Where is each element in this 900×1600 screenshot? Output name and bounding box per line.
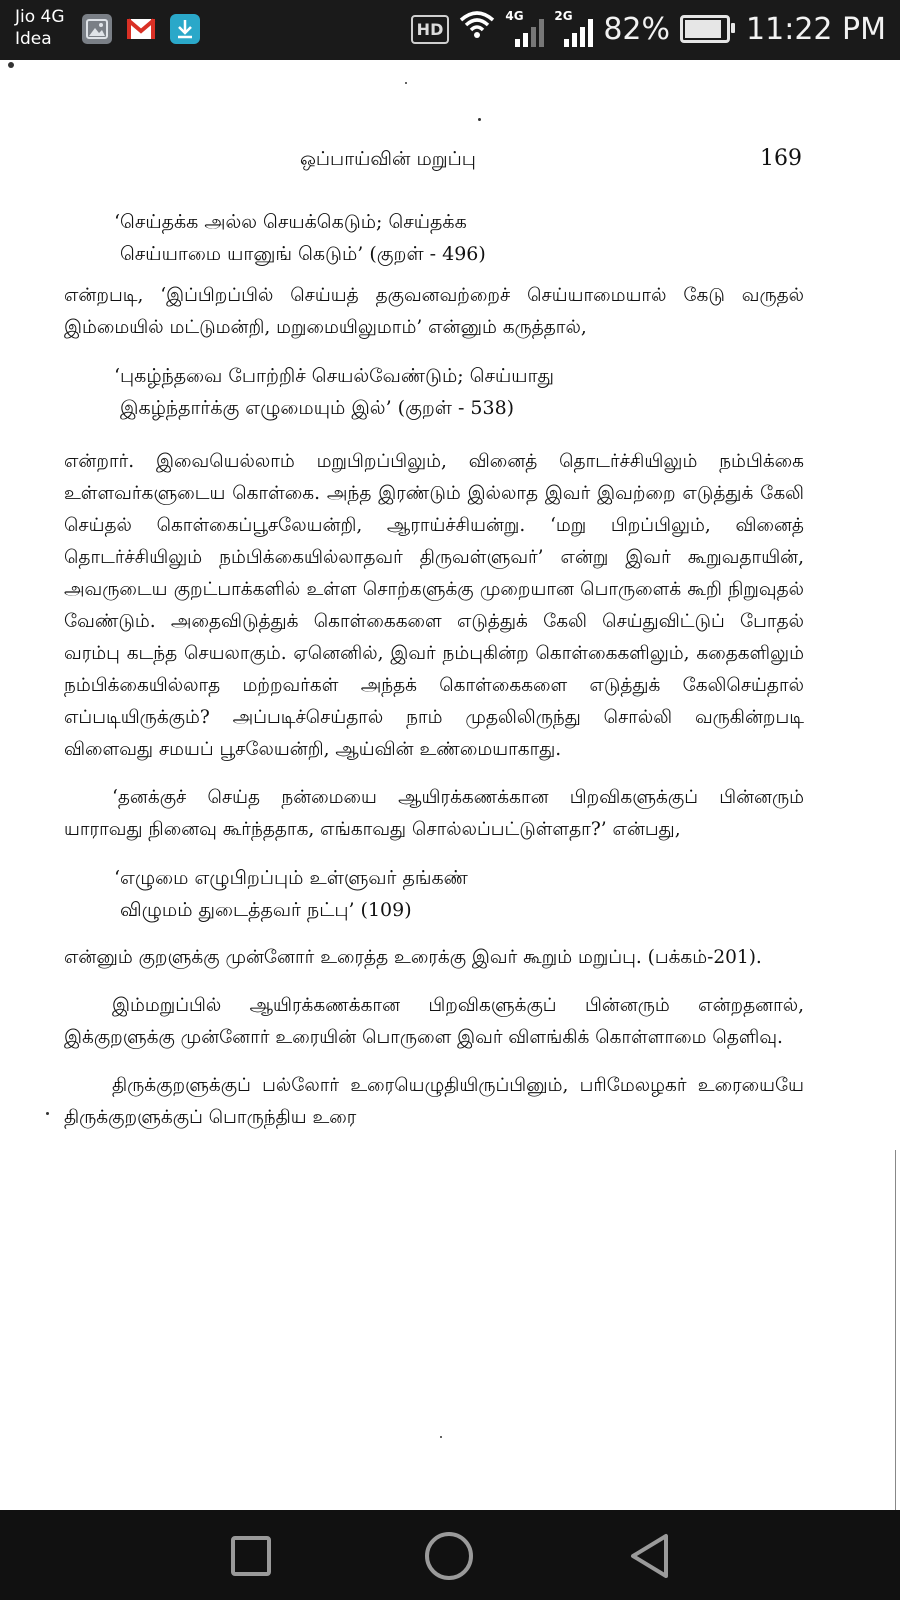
download-icon [170, 14, 200, 44]
wifi-icon [459, 10, 495, 48]
back-button[interactable] [624, 1530, 676, 1582]
quote-line: விழுமம் துடைத்தவர் நட்பு’ (109) [120, 899, 412, 921]
carrier-info [15, 6, 65, 50]
battery-percent: 82% [603, 11, 671, 47]
quote-line: இகழ்ந்தார்க்கு எழுமையும் இல்’ (குறள் - 538) [120, 397, 515, 419]
notification-icons [82, 14, 200, 44]
gallery-icon [82, 14, 112, 44]
hd-voice-badge: HD [411, 15, 450, 44]
carrier-line-2: Idea [15, 29, 52, 49]
kural-quote-109 [114, 862, 804, 926]
home-button[interactable] [423, 1530, 475, 1582]
recent-apps-button[interactable] [225, 1530, 277, 1582]
network-2-signal [554, 11, 593, 47]
network-2-label: 2G [554, 9, 573, 23]
quote-line: ‘செய்தக்க அல்ல செயக்கெடும்; செய்தக்க [114, 211, 467, 233]
carrier-line-1: Jio 4G [15, 7, 65, 27]
gmail-icon [126, 14, 156, 44]
paragraph: என்றபடி, ‘இப்பிறப்பில் செய்யத் தகுவனவற்றைச் செய்யாமையால் கேடு வருதல் இம்மையில் மட்டுமன்றி, மறுமையிலுமாம்’ என்னும் கருத்தால், [64, 285, 804, 338]
paragraph: என்னும் குறளுக்கு முன்னோர் உரைத்த உரைக்கு இவர் கூறும் மறுப்பு. (பக்கம்-201). [64, 947, 762, 968]
kural-quote-496 [114, 206, 804, 270]
quote-line: ‘புகழ்ந்தவை போற்றிச் செயல்வேண்டும்; செய்யாது [114, 365, 554, 387]
page-number: 169 [760, 146, 802, 171]
kural-quote-538 [114, 360, 804, 424]
triangle-back-icon [628, 1532, 672, 1580]
paragraph: இம்மறுப்பில் ஆயிரக்கணக்கான பிறவிகளுக்குப் பின்னரும் என்றதனால், இக்குறளுக்கு முன்னோர் உரையின் பொருளை இவர் விளங்கிக் கொள்ளாமை தெளிவு. [64, 995, 804, 1048]
battery-icon [680, 15, 730, 43]
circle-icon [423, 1530, 475, 1582]
quote-line: செய்யாமை யானுங் கெடும்’ (குறள் - 496) [120, 243, 486, 265]
battery-level-fill [685, 20, 721, 38]
body-text [64, 206, 804, 1134]
page-header [0, 148, 900, 188]
signal-bars-icon [564, 19, 593, 47]
paragraph: திருக்குறளுக்குப் பல்லோர் உரையெழுதியிருப்பினும், பரிமேலழகர் உரையையே திருக்குறளுக்குப் பொருந்திய உரை [64, 1075, 804, 1128]
navigation-bar [0, 1510, 900, 1600]
paragraph: என்றார். இவையெல்லாம் மறுபிறப்பிலும், வினைத் தொடர்ச்சியிலும் நம்பிக்கை உள்ளவர்களுடைய கொள்கை. அந்த இரண்டும் இல்லாத இவர் இவற்றை எடுத்துக் கேலி செய்தல் கொள்கைப்பூசலேயன்றி, ஆராய்ச்சியன்று. ‘மறு பிறப்பிலும், வினைத் தொடர்ச்சியிலும் நம்பிக்கையில்லாதவர் திருவள்ளுவர்’ என்று இவர் கூறுவதாயின், அவருடைய குறட்பாக்களில் உள்ள சொற்களுக்கு முறையான பொருளைக் கூறி நிறுவுதல் வேண்டும். அதைவிடுத்துக் கொள்கைகளை எடுத்துக் கேலி செய்துவிட்டுப் போதல் வரம்பு கடந்த செயலாகும். ஏனெனில், இவர் நம்புகின்ற கொள்கைகளிலும், கதைகளிலும் நம்பிக்கையில்லாத மற்றவர்கள் அந்தக் கொள்கைகளை எடுத்துக் கேலிசெய்தால் எப்படியிருக்கும்? அப்படிச்செய்தால் நாம் முதலிலிருந்து சொல்லி வருகின்றபடி விளைவது சமயப் பூசலேயன்றி, ஆய்வின் உண்மையாகாது. [64, 451, 804, 760]
paragraph: ‘தனக்குச் செய்த நன்மையை ஆயிரக்கணக்கான பிறவிகளுக்குப் பின்னரும் யாராவது நினைவு கூர்ந்ததாக, எங்காவது சொல்லப்பட்டுள்ளதா?’ என்பது, [64, 787, 804, 840]
status-bar [0, 0, 900, 60]
document-page[interactable] [0, 60, 900, 1510]
network-1-signal [505, 11, 544, 47]
signal-bars-icon [515, 19, 544, 47]
square-icon [229, 1534, 273, 1578]
page-edge-line [895, 1150, 896, 1570]
clock: 11:22 PM [746, 11, 886, 47]
network-1-label: 4G [505, 9, 524, 23]
quote-line: ‘எழுமை எழுபிறப்பும் உள்ளுவர் தங்கண் [114, 867, 468, 889]
running-title: ஒப்பாய்வின் மறுப்பு [300, 148, 476, 170]
status-indicators [411, 10, 886, 48]
